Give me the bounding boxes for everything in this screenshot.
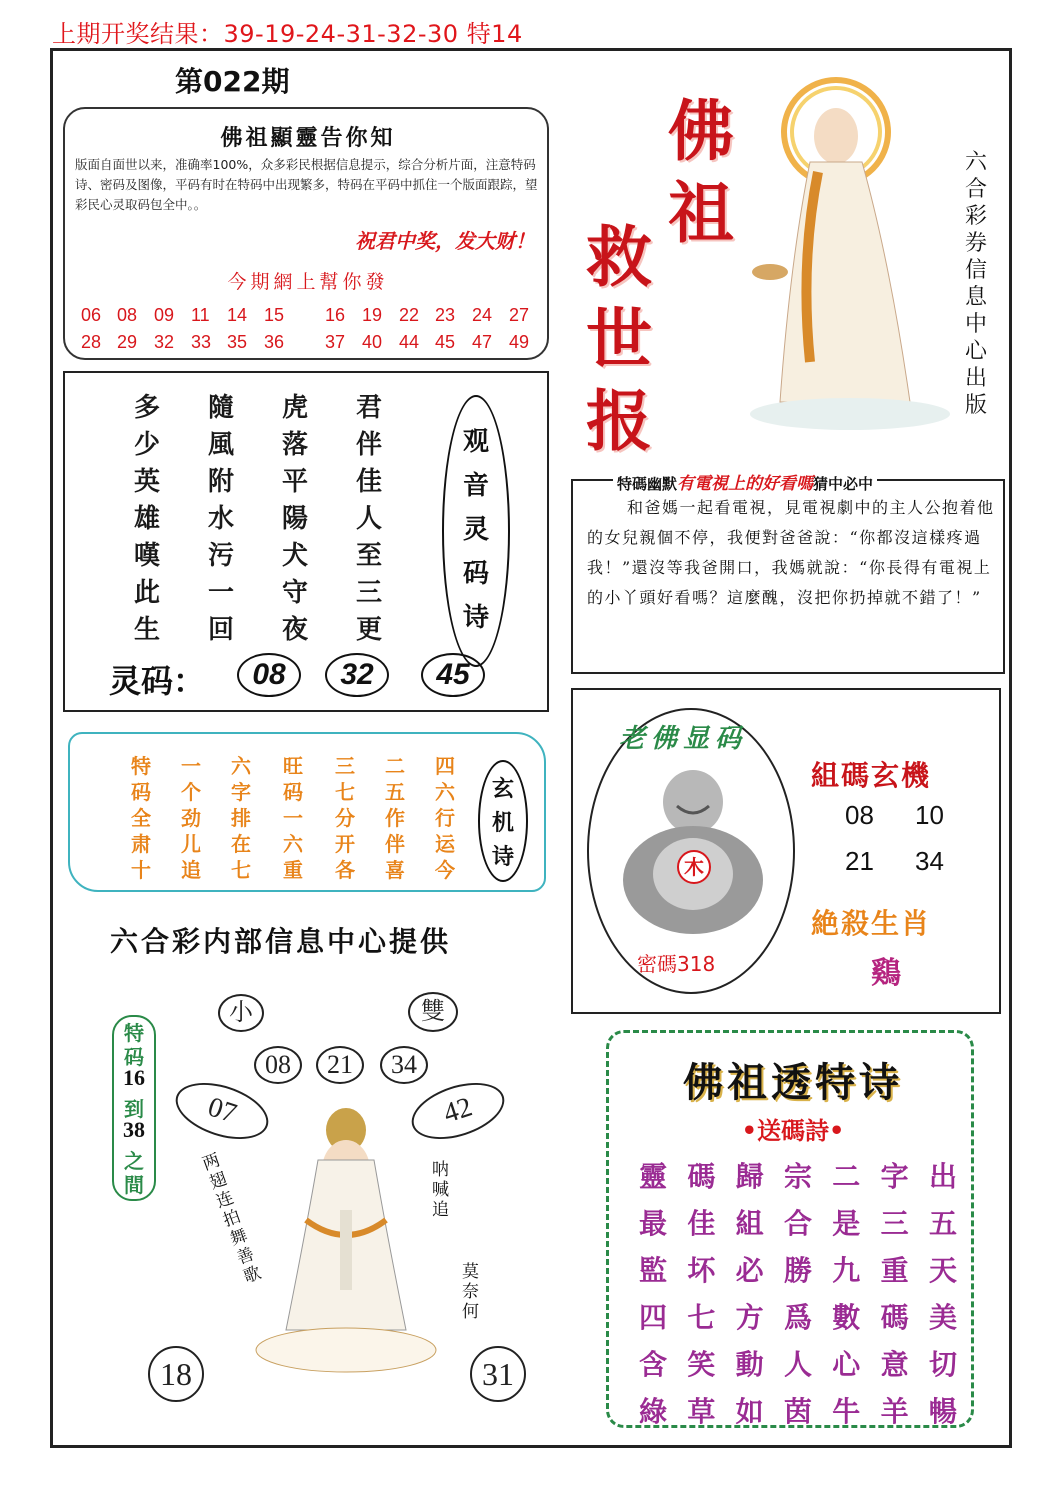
combo-number: 21 bbox=[845, 846, 874, 876]
poem-char: 暢 bbox=[928, 1395, 957, 1428]
scroll-char: 一 bbox=[283, 806, 303, 830]
poem-char: 靈 bbox=[638, 1160, 667, 1193]
lingma-label: 灵码： bbox=[109, 662, 206, 700]
rec-number: 45 bbox=[435, 332, 456, 352]
scroll-char: 肃 bbox=[131, 832, 151, 856]
scroll-char: 六 bbox=[435, 780, 455, 804]
scroll-column bbox=[174, 750, 208, 880]
rec-number: 24 bbox=[472, 305, 493, 325]
scroll-char: 在 bbox=[231, 832, 251, 856]
verse-char: 翅 bbox=[206, 1168, 230, 1194]
right-number: 42 bbox=[405, 1072, 512, 1149]
poem-char: 勝 bbox=[783, 1254, 812, 1287]
poem-char: 心 bbox=[832, 1348, 861, 1381]
poem-char: 二 bbox=[832, 1160, 861, 1193]
poem-char: 天 bbox=[928, 1254, 957, 1287]
publisher-char: 信 bbox=[964, 258, 987, 283]
poem-char: 歸 bbox=[735, 1160, 764, 1193]
scroll-char: 旺 bbox=[283, 754, 303, 778]
range-char: 到 bbox=[124, 1097, 144, 1121]
lingma-number: 32 bbox=[325, 653, 389, 697]
recommended-numbers-row-2 bbox=[79, 332, 539, 358]
poem-char: 羊 bbox=[880, 1395, 909, 1428]
poem-char: 茵 bbox=[783, 1395, 812, 1428]
provider-line: 六合彩内部信息中心提供 bbox=[110, 925, 452, 958]
rec-number: 35 bbox=[227, 332, 248, 352]
publisher-char: 券 bbox=[964, 231, 987, 256]
poem-column bbox=[349, 387, 389, 646]
poem-char: 動 bbox=[735, 1348, 764, 1381]
poem-char: 雄 bbox=[133, 504, 160, 534]
publisher-char: 中 bbox=[964, 312, 987, 337]
scroll-char: 排 bbox=[231, 806, 251, 830]
scroll-column bbox=[224, 750, 258, 880]
scroll-char: 作 bbox=[385, 806, 405, 830]
poem-char: 三 bbox=[880, 1207, 909, 1240]
side-title-char: 机 bbox=[491, 810, 514, 836]
buddha-poem-grid bbox=[633, 1155, 963, 1437]
poem-char: 切 bbox=[928, 1348, 957, 1381]
scroll-char: 重 bbox=[283, 858, 303, 882]
poem-char: 英 bbox=[133, 467, 160, 497]
buddha-poem-title: 佛祖透特诗 bbox=[683, 1059, 903, 1106]
rec-number: 28 bbox=[81, 332, 102, 352]
notice-title: 佛祖顯靈告你知 bbox=[220, 125, 396, 151]
combo-title: 組碼玄機 bbox=[811, 759, 932, 792]
side-title-char: 观 bbox=[462, 427, 489, 457]
scroll-char: 码 bbox=[283, 780, 303, 804]
poem-char: 組 bbox=[735, 1207, 764, 1240]
scroll-char: 开 bbox=[335, 832, 355, 856]
verse-char: 拍 bbox=[220, 1206, 244, 1232]
buddha-special-poem-box bbox=[606, 1030, 974, 1428]
poem-char: 至 bbox=[355, 541, 382, 571]
poem-row bbox=[633, 1343, 963, 1390]
publisher-char: 合 bbox=[964, 177, 987, 202]
scroll-char: 行 bbox=[435, 806, 455, 830]
joke-title-highlight: 有電視上的好看嗎 bbox=[677, 474, 814, 494]
poem-char: 生 bbox=[133, 615, 160, 645]
corner-number-left: 18 bbox=[148, 1346, 204, 1402]
buddha-arc-title: 老佛显码 bbox=[619, 724, 748, 754]
publisher-char: 息 bbox=[964, 285, 987, 310]
poem-char: 合 bbox=[783, 1207, 812, 1240]
rec-number: 22 bbox=[399, 305, 420, 325]
scroll-char: 五 bbox=[385, 780, 405, 804]
poem-char: 君 bbox=[355, 393, 382, 423]
scroll-char: 七 bbox=[231, 858, 251, 882]
secret-code: 密碼318 bbox=[637, 952, 716, 976]
range-char: 码 bbox=[124, 1045, 144, 1069]
poem-char: 佳 bbox=[355, 467, 382, 497]
poem-char: 多 bbox=[133, 393, 160, 423]
poem-char: 風 bbox=[207, 430, 234, 460]
poem-char: 笑 bbox=[687, 1348, 716, 1381]
poem-char: 碼 bbox=[687, 1160, 716, 1193]
scroll-char: 六 bbox=[231, 754, 251, 778]
poem-char: 少 bbox=[133, 430, 160, 460]
poem-char: 佳 bbox=[687, 1207, 716, 1240]
poem-char: 一 bbox=[207, 578, 234, 608]
poem-char: 守 bbox=[281, 578, 308, 608]
scroll-column bbox=[276, 750, 310, 880]
poem-char: 犬 bbox=[281, 541, 308, 571]
rec-number: 09 bbox=[154, 305, 175, 325]
side-title-char: 灵 bbox=[462, 515, 489, 545]
rec-number: 14 bbox=[227, 305, 248, 325]
poem-char: 出 bbox=[928, 1160, 957, 1193]
side-title-char: 码 bbox=[462, 559, 489, 589]
poem-row bbox=[633, 1390, 963, 1437]
verse-char: 呐 bbox=[432, 1160, 449, 1180]
scroll-char: 劲 bbox=[181, 806, 201, 830]
publisher-char: 心 bbox=[964, 339, 987, 364]
scroll-char: 追 bbox=[181, 858, 201, 882]
mystic-poem-scroll bbox=[68, 732, 546, 892]
buddha-poem-subtitle: •送碼詩• bbox=[741, 1116, 845, 1145]
poem-char: 最 bbox=[638, 1207, 667, 1240]
rec-number: 49 bbox=[509, 332, 530, 352]
poem-char: 此 bbox=[133, 578, 160, 608]
scroll-char: 伴 bbox=[385, 832, 405, 856]
poem-char: 水 bbox=[207, 504, 234, 534]
guanyin-figure-icon bbox=[246, 1100, 446, 1380]
poem-char: 美 bbox=[928, 1301, 957, 1334]
joke-box bbox=[571, 474, 1005, 674]
right-verse-2 bbox=[462, 1262, 479, 1322]
poem-char: 牛 bbox=[832, 1395, 861, 1428]
rec-number: 19 bbox=[362, 305, 383, 325]
publisher-vertical bbox=[962, 145, 990, 418]
rec-number: 06 bbox=[81, 305, 102, 325]
verse-char: 何 bbox=[462, 1302, 479, 1322]
poem-side-title bbox=[442, 395, 510, 667]
poem-row bbox=[633, 1155, 963, 1202]
bodhisattva-figure-icon bbox=[740, 62, 958, 434]
rec-number: 44 bbox=[399, 332, 420, 352]
issue-number: 第022期 bbox=[175, 65, 290, 98]
verse-char: 奈 bbox=[462, 1282, 479, 1302]
scroll-char: 运 bbox=[435, 832, 455, 856]
left-number: 07 bbox=[169, 1072, 276, 1149]
range-char: 特 bbox=[124, 1021, 144, 1045]
top-number: 21 bbox=[316, 1046, 364, 1084]
poem-char: 方 bbox=[735, 1301, 764, 1334]
verse-char: 舞 bbox=[227, 1225, 251, 1250]
poem-char: 坏 bbox=[687, 1254, 716, 1287]
rec-number: 32 bbox=[154, 332, 175, 352]
notice-wish: 祝君中奖，发大财！ bbox=[355, 229, 535, 253]
rec-number: 08 bbox=[117, 305, 138, 325]
poem-row bbox=[633, 1202, 963, 1249]
rec-number: 11 bbox=[191, 305, 210, 325]
publisher-char: 彩 bbox=[964, 204, 987, 229]
scroll-column bbox=[124, 750, 158, 880]
last-result-line bbox=[52, 14, 523, 49]
poem-char: 人 bbox=[783, 1348, 812, 1381]
poem-char: 九 bbox=[832, 1254, 861, 1287]
joke-title-suffix: 猜中必中 bbox=[813, 475, 874, 493]
scroll-char: 各 bbox=[335, 858, 355, 882]
poem-char: 污 bbox=[207, 541, 234, 571]
title-char-shi: 世 bbox=[586, 300, 652, 378]
scroll-column bbox=[428, 750, 462, 880]
poem-char: 字 bbox=[880, 1160, 909, 1193]
publisher-char: 出 bbox=[964, 366, 987, 391]
poem-char: 含 bbox=[638, 1348, 667, 1381]
corner-number-right: 31 bbox=[470, 1346, 526, 1402]
notice-description: 版面自面世以来，准确率100%，众多彩民根据信息提示，综合分析片面，注意特码诗、密码及图像，平码有时在特码中出现繁多，特码在平码中抓住一个版面跟踪，望彩民心灵取码包全中。。 bbox=[75, 157, 538, 212]
rec-number: 47 bbox=[472, 332, 493, 352]
verse-char: 喊 bbox=[432, 1180, 449, 1200]
poem-char: 嘆 bbox=[133, 541, 160, 571]
poem-char: 七 bbox=[687, 1301, 716, 1334]
title-char-jiu: 救 bbox=[586, 218, 652, 296]
combo-number: 34 bbox=[915, 846, 944, 876]
scroll-char: 码 bbox=[131, 780, 151, 804]
verse-char: 追 bbox=[432, 1200, 449, 1220]
side-title-char: 音 bbox=[462, 471, 489, 501]
side-title-char: 诗 bbox=[491, 844, 514, 870]
buddha-oval bbox=[587, 708, 795, 994]
poem-char: 是 bbox=[832, 1207, 861, 1240]
scroll-char: 分 bbox=[335, 806, 355, 830]
title-char-zu: 祖 bbox=[668, 174, 734, 252]
scroll-char: 喜 bbox=[385, 858, 405, 882]
rec-number: 15 bbox=[264, 305, 285, 325]
kill-zodiac-value: 鷄 bbox=[871, 956, 901, 991]
rec-number: 40 bbox=[362, 332, 383, 352]
notice-subtitle: 今期網上幫你發 bbox=[227, 271, 389, 293]
verse-char: 莫 bbox=[462, 1262, 479, 1282]
title-char-fo: 佛 bbox=[668, 92, 734, 170]
poem-char: 五 bbox=[928, 1207, 957, 1240]
joke-title-prefix: 特碼幽默 bbox=[617, 475, 678, 493]
poem-char: 附 bbox=[207, 467, 234, 497]
rec-number: 16 bbox=[325, 305, 346, 325]
title-char-bao: 报 bbox=[586, 382, 652, 460]
notice-box bbox=[63, 107, 549, 360]
rec-number: 36 bbox=[264, 332, 285, 352]
rec-number: 23 bbox=[435, 305, 456, 325]
poem-char: 數 bbox=[832, 1301, 861, 1334]
top-number: 08 bbox=[254, 1046, 302, 1084]
scroll-char: 七 bbox=[335, 780, 355, 804]
poem-char: 如 bbox=[735, 1395, 764, 1428]
poem-char: 平 bbox=[281, 467, 308, 497]
poem-char: 隨 bbox=[207, 393, 234, 423]
poem-char: 回 bbox=[207, 615, 234, 645]
poem-char: 爲 bbox=[783, 1301, 812, 1334]
rec-number: 27 bbox=[509, 305, 530, 325]
poem-char: 宗 bbox=[783, 1160, 812, 1193]
verse-char: 歌 bbox=[241, 1262, 264, 1288]
range-number: 38 bbox=[123, 1117, 145, 1142]
scroll-char: 三 bbox=[335, 754, 355, 778]
poem-char: 監 bbox=[638, 1254, 667, 1287]
scroll-char: 一 bbox=[181, 754, 201, 778]
scroll-char: 二 bbox=[385, 754, 405, 778]
poem-char: 四 bbox=[638, 1301, 667, 1334]
small-label: 小 bbox=[218, 994, 264, 1032]
poem-char: 綠 bbox=[638, 1395, 667, 1428]
double-label: 雙 bbox=[408, 992, 458, 1032]
last-result-special: 特14 bbox=[466, 20, 523, 48]
range-char: 之 bbox=[124, 1149, 144, 1173]
poem-char: 意 bbox=[880, 1348, 909, 1381]
last-result-numbers: 39-19-24-31-32-30 bbox=[223, 20, 459, 48]
kill-zodiac-title: 絶殺生肖 bbox=[811, 907, 932, 940]
scroll-char: 十 bbox=[131, 858, 151, 882]
scroll-column bbox=[378, 750, 412, 880]
publisher-char: 六 bbox=[964, 150, 987, 175]
range-number: 16 bbox=[123, 1065, 145, 1090]
scroll-char: 全 bbox=[131, 806, 151, 830]
publisher-char: 版 bbox=[964, 393, 987, 418]
top-number: 34 bbox=[380, 1046, 428, 1084]
side-title-char: 玄 bbox=[491, 776, 514, 802]
range-char: 間 bbox=[124, 1173, 144, 1197]
poem-char: 落 bbox=[281, 430, 308, 460]
poem-char: 草 bbox=[687, 1395, 716, 1428]
joke-text: 和爸媽一起看電視，見電視劇中的主人公抱着他的女兒親個不停，我便對爸爸說：“你都沒這樣疼過我！”還沒等我爸開口，我媽就說：“你長得有電視上的小丫頭好看嗎？這麼醜，沒把你扔掉就不錯了！” bbox=[587, 498, 995, 607]
poem-column bbox=[275, 387, 315, 646]
poem-char: 陽 bbox=[281, 504, 308, 534]
scroll-column bbox=[328, 750, 362, 880]
rec-number: 37 bbox=[325, 332, 346, 352]
poem-column bbox=[201, 387, 241, 646]
poem-char: 人 bbox=[355, 504, 382, 534]
combo-number: 10 bbox=[915, 800, 944, 830]
mystic-side-title bbox=[478, 760, 528, 882]
scroll-char: 四 bbox=[435, 754, 455, 778]
last-result-label: 上期开奖结果： bbox=[52, 20, 224, 48]
poem-row bbox=[633, 1249, 963, 1296]
scroll-char: 儿 bbox=[181, 832, 201, 856]
rec-number: 29 bbox=[117, 332, 138, 352]
poem-char: 碼 bbox=[880, 1301, 909, 1334]
verse-char: 连 bbox=[213, 1187, 237, 1213]
wood-seal: 木 bbox=[677, 850, 711, 884]
poem-char: 夜 bbox=[281, 615, 308, 645]
scroll-char: 今 bbox=[435, 858, 455, 882]
scroll-char: 字 bbox=[231, 780, 251, 804]
lingma-number: 45 bbox=[421, 653, 485, 697]
laughing-buddha-box bbox=[571, 688, 1001, 1014]
poem-char: 重 bbox=[880, 1254, 909, 1287]
recommended-numbers-row-1 bbox=[79, 305, 539, 331]
rec-number: 33 bbox=[191, 332, 212, 352]
lingma-number: 08 bbox=[237, 653, 301, 697]
scroll-char: 六 bbox=[283, 832, 303, 856]
poem-char: 伴 bbox=[355, 430, 382, 460]
guanyin-poem-box bbox=[63, 371, 549, 712]
special-range-label bbox=[112, 1015, 156, 1201]
poem-char: 必 bbox=[735, 1254, 764, 1287]
poem-column bbox=[127, 387, 167, 646]
joke-title bbox=[613, 469, 877, 494]
poem-char: 三 bbox=[355, 578, 382, 608]
verse-char: 两 bbox=[200, 1150, 223, 1175]
side-title-char: 诗 bbox=[462, 603, 489, 633]
scroll-char: 特 bbox=[131, 754, 151, 778]
combo-number: 08 bbox=[845, 800, 874, 830]
scroll-char: 个 bbox=[181, 780, 201, 804]
poem-char: 更 bbox=[355, 615, 382, 645]
verse-char: 善 bbox=[234, 1244, 258, 1269]
poem-char: 虎 bbox=[281, 393, 308, 423]
poem-row bbox=[633, 1296, 963, 1343]
